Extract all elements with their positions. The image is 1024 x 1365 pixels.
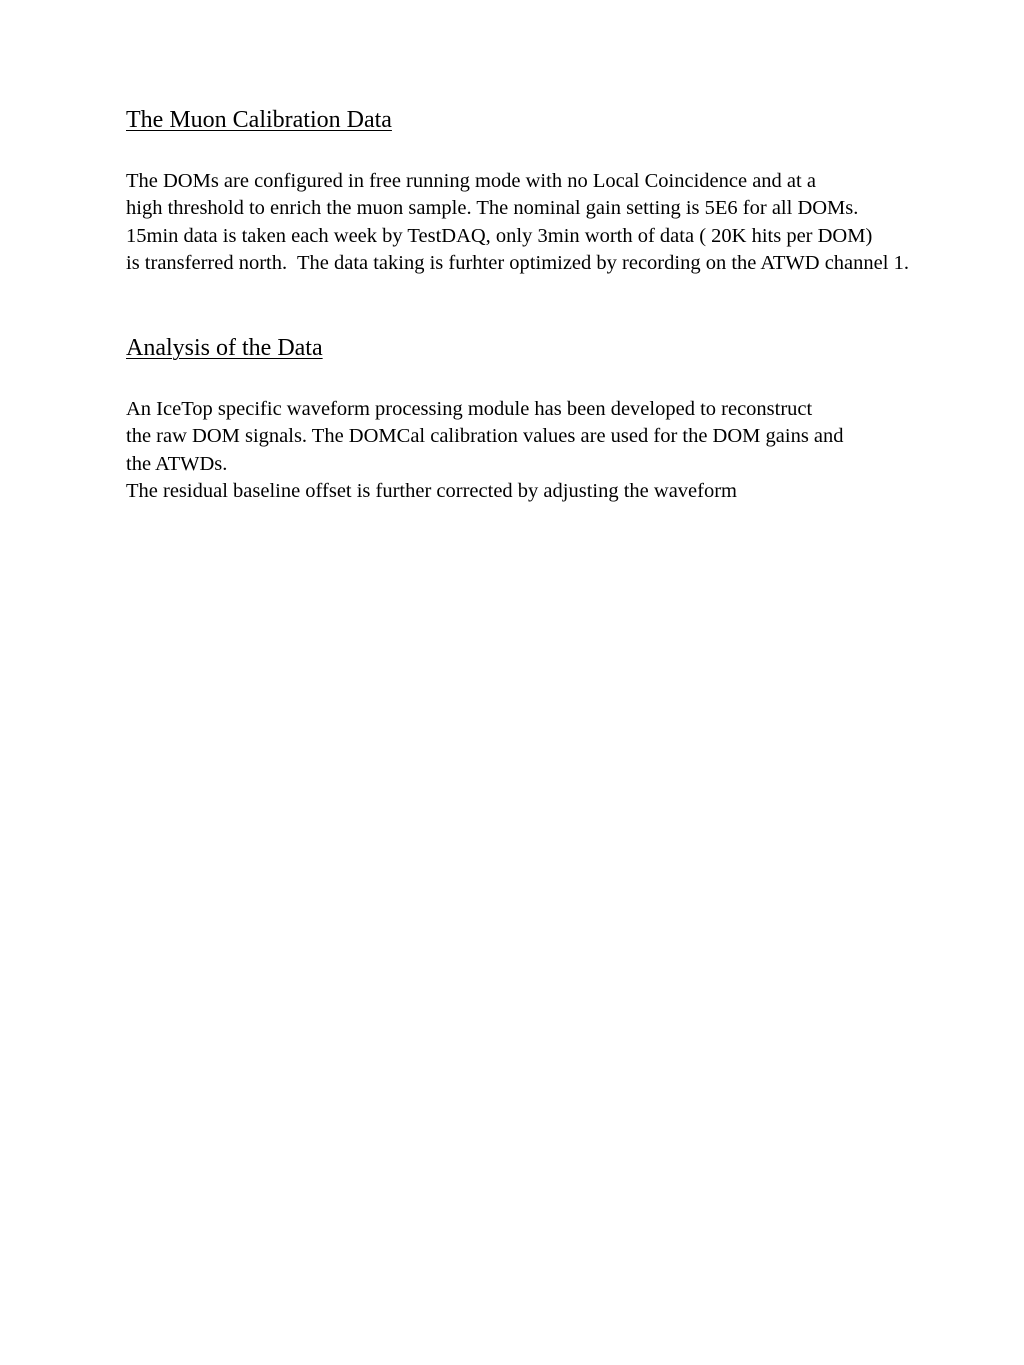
paragraph-line: the raw DOM signals. The DOMCal calibration values are used for the DOM gains and xyxy=(126,425,844,448)
section-heading-muon-calibration: The Muon Calibration Data xyxy=(126,107,392,133)
paragraph-line: the ATWDs. xyxy=(126,452,228,475)
paragraph-line: high threshold to enrich the muon sample. The nominal gain setting is 5E6 for all DOMs. xyxy=(126,197,859,220)
paragraph-line: The residual baseline offset is further corrected by adjusting the waveform xyxy=(126,480,737,503)
paragraph-line: The DOMs are configured in free running mode with no Local Coincidence and at a xyxy=(126,170,816,192)
paragraph-line: is transferred north. The data taking is furhter optimized by recording on the ATWD channel 1. xyxy=(126,252,909,275)
section-heading-analysis: Analysis of the Data xyxy=(126,335,323,361)
paragraph-line: An IceTop specific waveform processing module has been developed to reconstruct xyxy=(126,398,813,420)
paragraph-analysis xyxy=(126,396,844,506)
paragraph-muon-calibration xyxy=(126,168,909,278)
paragraph-line: 15min data is taken each week by TestDAQ, only 3min worth of data ( 20K hits per DOM) xyxy=(126,224,873,247)
